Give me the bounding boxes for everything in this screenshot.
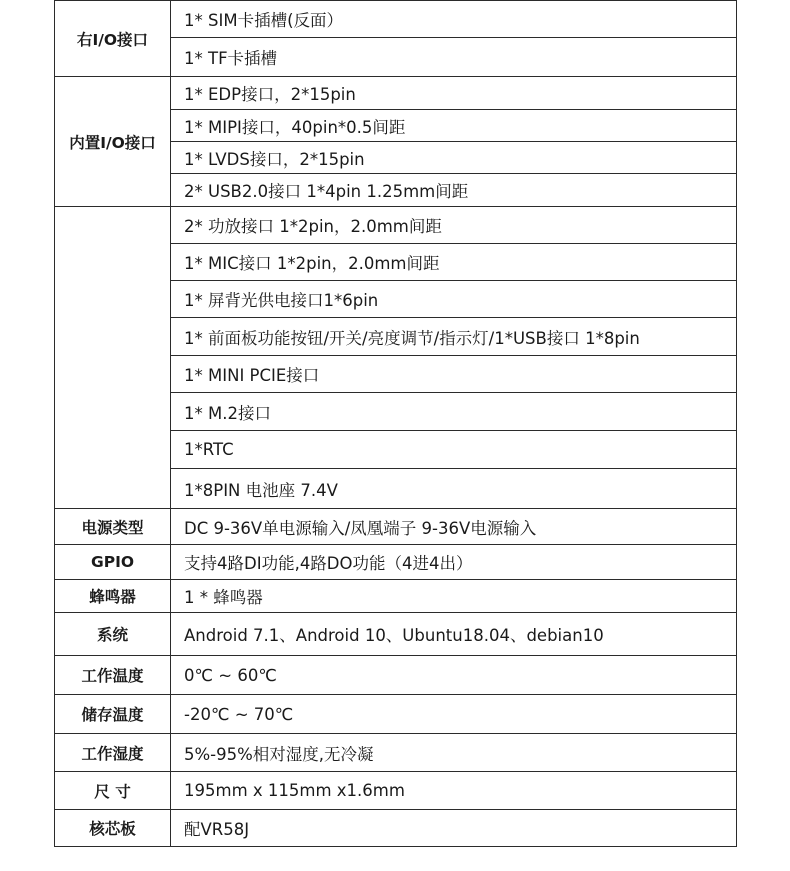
spec-value: 1* 屏背光供电接口1*6pin <box>171 281 737 318</box>
spec-value: 1 * 蜂鸣器 <box>171 580 737 613</box>
spec-row <box>55 734 737 772</box>
spec-value: 1* EDP接口，2*15pin <box>171 77 737 110</box>
spec-row <box>55 695 737 734</box>
spec-value: 1* 前面板功能按钮/开关/亮度调节/指示灯/1*USB接口 1*8pin <box>171 318 737 356</box>
spec-value: 1* MIC接口 1*2pin，2.0mm间距 <box>171 244 737 281</box>
spec-label: 电源类型 <box>55 509 171 545</box>
spec-row <box>55 207 737 244</box>
spec-label: 工作温度 <box>55 656 171 695</box>
spec-value: 1* SIM卡插槽(反面） <box>171 1 737 38</box>
spec-value: 1* MIPI接口，40pin*0.5间距 <box>171 110 737 142</box>
spec-value: 支持4路DI功能,4路DO功能（4进4出） <box>171 545 737 580</box>
spec-row <box>55 77 737 110</box>
spec-label: 内置I/O接口 <box>55 77 171 207</box>
spec-label: GPIO <box>55 545 171 580</box>
spec-value: 1* MINI PCIE接口 <box>171 356 737 393</box>
spec-row <box>55 1 737 38</box>
spec-value: 0℃ ~ 60℃ <box>171 656 737 695</box>
spec-value: Android 7.1、Android 10、Ubuntu18.04、debian10 <box>171 613 737 656</box>
spec-value: 1* TF卡插槽 <box>171 38 737 77</box>
spec-value: 2* 功放接口 1*2pin，2.0mm间距 <box>171 207 737 244</box>
spec-value: 2* USB2.0接口 1*4pin 1.25mm间距 <box>171 174 737 207</box>
spec-value: 1* M.2接口 <box>171 393 737 431</box>
spec-value: 5%-95%相对湿度,无冷凝 <box>171 734 737 772</box>
spec-label: 储存温度 <box>55 695 171 734</box>
spec-value: 1*8PIN 电池座 7.4V <box>171 469 737 509</box>
spec-label: 蜂鸣器 <box>55 580 171 613</box>
spec-row <box>55 656 737 695</box>
spec-value: 1*RTC <box>171 431 737 469</box>
spec-row <box>55 509 737 545</box>
spec-value: 195mm x 115mm x1.6mm <box>171 772 737 810</box>
spec-value: 1* LVDS接口，2*15pin <box>171 142 737 174</box>
spec-value: -20℃ ~ 70℃ <box>171 695 737 734</box>
spec-table <box>54 0 737 847</box>
spec-label: 右I/O接口 <box>55 1 171 77</box>
spec-row <box>55 613 737 656</box>
spec-label: 核芯板 <box>55 810 171 847</box>
spec-label <box>55 207 171 509</box>
spec-label: 工作湿度 <box>55 734 171 772</box>
spec-row <box>55 580 737 613</box>
spec-label: 尺 寸 <box>55 772 171 810</box>
spec-row <box>55 772 737 810</box>
spec-row <box>55 545 737 580</box>
spec-value: DC 9-36V单电源输入/凤凰端子 9-36V电源输入 <box>171 509 737 545</box>
spec-label: 系统 <box>55 613 171 656</box>
spec-row <box>55 810 737 847</box>
spec-value: 配VR58J <box>171 810 737 847</box>
